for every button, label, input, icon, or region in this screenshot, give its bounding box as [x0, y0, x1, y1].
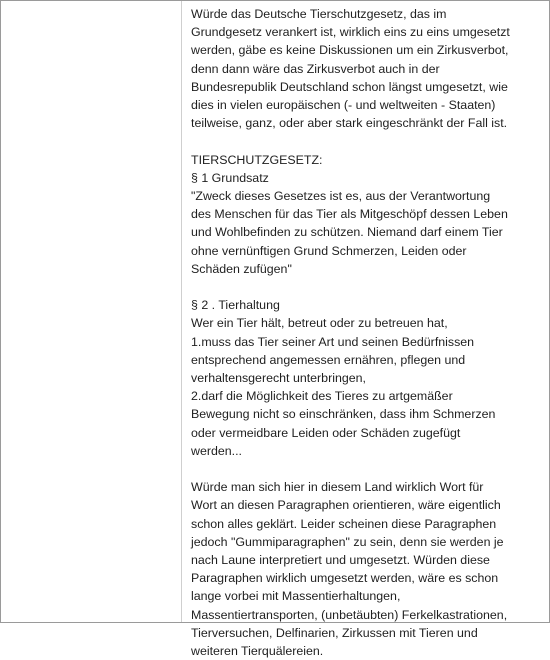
section-line: entsprechend angemessen ernähren, pflegen und [191, 352, 466, 367]
intro-paragraph [191, 5, 547, 132]
closing-line: weiteren Tierquälereien. [191, 644, 324, 659]
section-line: "Zweck dieses Gesetzes ist es, aus der Verantwortung [191, 189, 491, 204]
section-title: § 1 Grundsatz [191, 170, 269, 185]
intro-line: Grundgesetz verankert ist, wirklich eins zu eins umgesetzt [191, 25, 510, 40]
closing-line: Wort an diesen Paragraphen orientieren, wäre eigentlich [191, 498, 501, 513]
section-line: werden... [191, 443, 242, 458]
section-title: § 2 . Tierhaltung [191, 298, 280, 313]
paragraph-gap [191, 460, 547, 478]
section-line: des Menschen für das Tier als Mitgeschöpf dessen Leben [191, 207, 508, 222]
section-line: Schäden zufügen" [191, 261, 292, 276]
intro-line: Würde das Deutsche Tierschutzgesetz, das im [191, 7, 447, 21]
section-line: oder vermeidbare Leiden oder Schäden zugefügt [191, 425, 461, 440]
closing-line: Massentiertransporten, (unbetäubten) Ferkelkastrationen, [191, 607, 508, 622]
section-line: Wer ein Tier hält, betreut oder zu betreuen hat, [191, 316, 448, 331]
section-line: 2.darf die Möglichkeit des Tieres zu artgemäßer [191, 389, 453, 404]
intro-line: Bundesrepublik Deutschland schon längst umgesetzt, wie [191, 79, 508, 94]
section-line: verhaltensgerecht unterbringen, [191, 371, 366, 386]
section-heading: TIERSCHUTZGESETZ: [191, 152, 323, 167]
law-section-1 [191, 151, 547, 278]
column-divider [181, 1, 182, 622]
closing-line: lange vorbei mit Massentierhaltungen, [191, 589, 401, 604]
closing-line: Tierversuchen, Delfinarien, Zirkussen mit Tieren und [191, 625, 478, 640]
intro-line: denn dann wäre das Zirkusverbot auch in der [191, 61, 440, 76]
law-section-2 [191, 296, 547, 460]
intro-line: teilweise, ganz, oder aber stark eingeschränkt der Fall ist. [191, 116, 508, 131]
paragraph-gap [191, 278, 547, 296]
closing-line: nach Laune interpretiert und umgesetzt. Würden diese [191, 553, 490, 568]
closing-line: Paragraphen wirklich umgesetzt werden, wäre es schon [191, 571, 499, 586]
post-content [191, 5, 547, 660]
section-line: ohne vernünftigen Grund Schmerzen, Leiden oder [191, 243, 467, 258]
section-line: 1.muss das Tier seiner Art und seinen Bedürfnissen [191, 334, 475, 349]
closing-line: jedoch "Gummiparagraphen" zu sein, denn sie werden je [191, 534, 504, 549]
intro-line: werden, gäbe es keine Diskussionen um ein Zirkusverbot, [191, 43, 509, 58]
closing-line: Würde man sich hier in diesem Land wirklich Wort für [191, 480, 484, 495]
section-line: und Wohlbefinden zu schützen. Niemand darf einem Tier [191, 225, 503, 240]
paragraph-gap [191, 132, 547, 150]
closing-line: schon alles geklärt. Leider scheinen diese Paragraphen [191, 516, 497, 531]
section-line: Bewegung nicht so einschränken, dass ihm Schmerzen [191, 407, 496, 422]
intro-line: dies in vielen europäischen (- und weltweiten - Staaten) [191, 98, 496, 113]
closing-paragraph [191, 478, 547, 660]
